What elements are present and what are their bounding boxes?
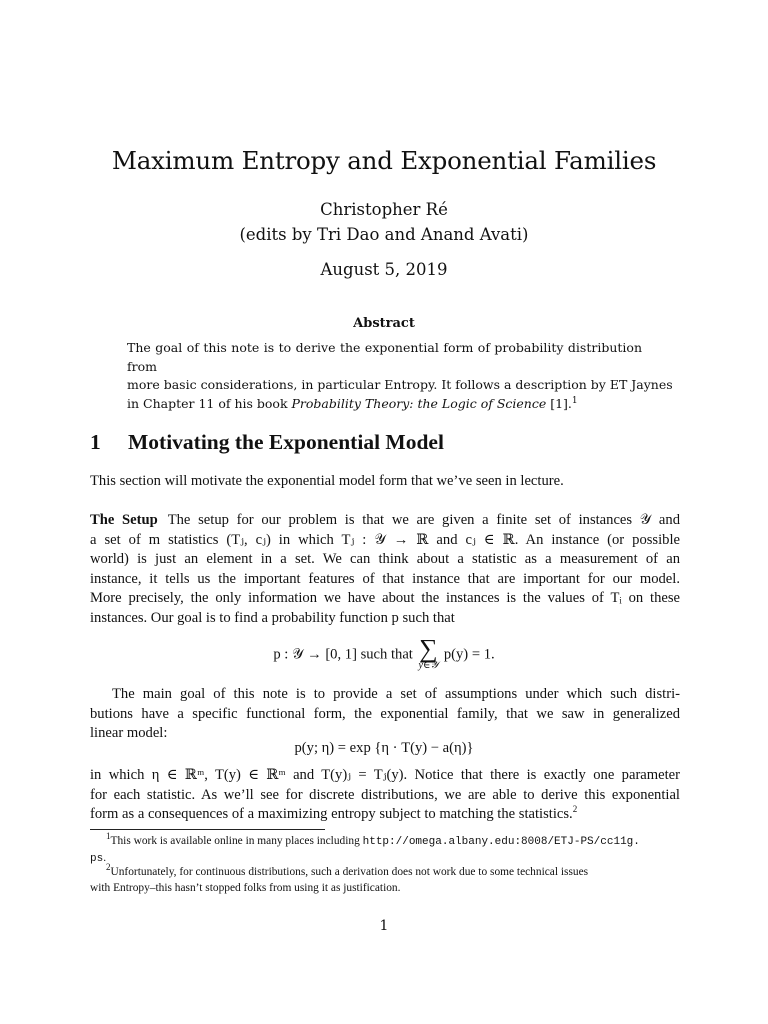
section-title: Motivating the Exponential Model	[128, 430, 444, 454]
footnote-1: $^1$This work is available online in many places including http://omega.albany.edu:8008/ETJ-PS/cc11g. ps.	[90, 831, 640, 865]
footnote-divider	[90, 829, 325, 830]
setup-line: instance, it tells us the important features of that instance that are important for our model.	[90, 570, 680, 587]
paper-title: Maximum Entropy and Exponential Families	[111, 146, 657, 175]
editors-note: (edits by Tri Dao and Anand Avati)	[239, 225, 529, 244]
setup-line: world) is just an element in a set. We can think about a statistic as a measurement of an	[90, 551, 680, 567]
setup-paragraph	[90, 511, 680, 628]
sum-subscript: y∈𝒴	[418, 660, 439, 671]
footnote-mark: 2	[106, 862, 111, 873]
summation	[418, 634, 439, 672]
equation-exponential-family: p(y; η) = exp {η · T(y) − a(η)}	[294, 740, 474, 756]
equation-right: p(y) = 1.	[440, 646, 495, 663]
equation-left: p : 𝒴 → [0, 1] such that	[273, 646, 417, 663]
author-name: Christopher Ré	[320, 200, 448, 219]
paper-date: August 5, 2019	[320, 260, 448, 279]
main-goal-line: butions have a specific functional form, the exponential family, that we saw in generalized	[90, 705, 680, 722]
setup-line: instances. Our goal is to find a probability function p such that	[90, 609, 455, 626]
sum-symbol: ∑	[419, 634, 438, 663]
footnote-line: with Entropy–this hasn’t stopped folks from using it as justification.	[90, 882, 401, 894]
abstract-body	[127, 339, 673, 413]
abstract-heading: Abstract	[353, 316, 415, 331]
intro-line: This section will motivate the exponential model form that we’ve seen in lecture.	[90, 473, 564, 489]
abstract-line: in Chapter 11 of his book Probability Theory: the Logic of Science [1].$^1$	[127, 395, 578, 411]
main-goal-paragraph	[90, 685, 680, 744]
intro-paragraph	[90, 472, 680, 492]
section-heading	[90, 430, 444, 455]
main-goal-line: linear model:	[90, 725, 168, 741]
abstract-line: The goal of this note is to derive the exponential form of probability distribution from	[127, 340, 642, 374]
footnote-url[interactable]: http://omega.albany.edu:8008/ETJ-PS/cc11g.	[362, 836, 640, 848]
equation-probability-constraint	[0, 634, 768, 672]
setup-line: More precisely, the only information we have about the instances is the values of Tᵢ on these	[90, 590, 680, 606]
footnote-url-cont[interactable]: ps	[90, 853, 104, 865]
abstract-line: more basic considerations, in particular Entropy. It follows a description by ET Jaynes	[127, 377, 673, 392]
setup-line: The Setup The setup for our problem is that we are given a finite set of instances 𝒴 and	[90, 512, 680, 528]
page-number: 1	[379, 918, 389, 934]
footnote-2: $^2$Unfortunately, for continuous distributions, such a derivation does not work due to some technical issues with Entropy–this hasn’t stopped folks from using it as justification.	[90, 864, 680, 896]
conclusion-line: in which η ∈ ℝᵐ, T(y) ∈ ℝᵐ and T(y)ⱼ = Tⱼ(y). Notice that there is exactly one parameter	[90, 767, 680, 783]
footnote-ref-1[interactable]: 1	[571, 395, 578, 406]
conclusion-line: form as a consequences of a maximizing entropy subject to matching the statistics.$^2$	[90, 804, 578, 822]
main-goal-line: The main goal of this note is to provide a set of assumptions under which such distri-	[112, 686, 680, 702]
footnote-ref-2[interactable]: 2	[572, 804, 578, 815]
setup-lead: The Setup	[90, 512, 158, 528]
section-number: 1	[90, 430, 101, 454]
conclusion-line: for each statistic. As we’ll see for discrete distributions, we are able to derive this exponential	[90, 786, 680, 803]
conclusion-paragraph	[90, 766, 680, 825]
setup-line: a set of m statistics (Tⱼ, cⱼ) in which Tⱼ : 𝒴 → ℝ and cⱼ ∈ ℝ. An instance (or possible	[90, 531, 680, 548]
footnote-mark: 1	[106, 831, 111, 842]
book-title: Probability Theory: the Logic of Science	[291, 395, 547, 411]
